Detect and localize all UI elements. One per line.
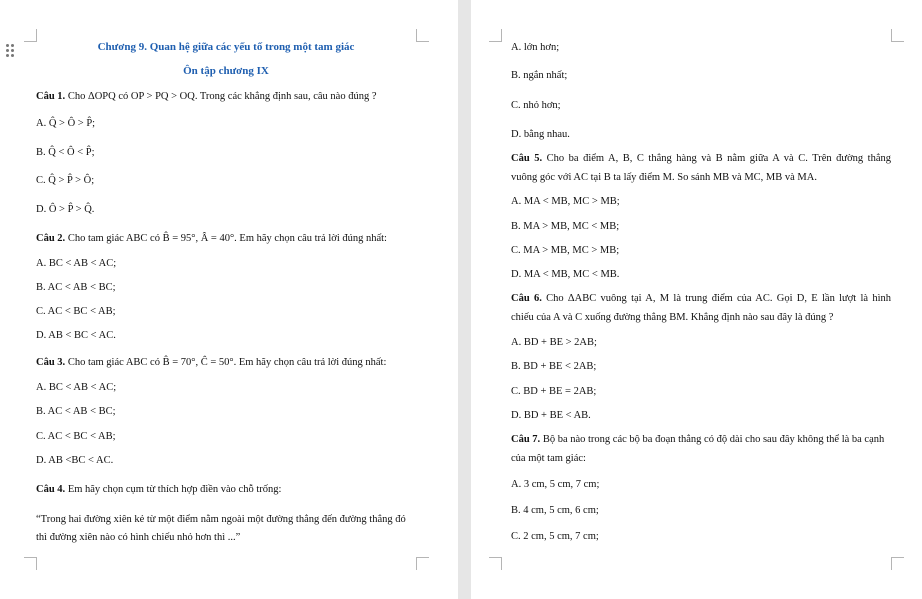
page-corner-mark — [489, 29, 502, 42]
answer-option: B. ngắn nhất; — [511, 70, 568, 81]
answer-option: C. 2 cm, 5 cm, 7 cm; — [511, 531, 599, 542]
question-text-continued: chiếu của A và C xuống đường thẳng BM. Khẳng định nào sau đây là đúng ? — [511, 312, 834, 323]
question-text: Cho ΔABC vuông tại A, M là trung điểm của AC. Gọi D, E lần lượt là hình — [546, 293, 892, 304]
question-text: Cho tam giác ABC có B̂ = 70°, Ĉ = 50°. Em hãy chọn câu trả lời đúng nhất: — [67, 357, 387, 368]
drag-handle-icon[interactable] — [6, 44, 14, 58]
answer-option: D. bằng nhau. — [511, 129, 570, 140]
answer-option: D. MA < MB, MC < MB. — [511, 269, 620, 280]
page-corner-mark — [416, 557, 429, 570]
question-text-continued: vuông góc với AC tại B ta lấy điểm M. So sánh MB và MC, MB và MA. — [511, 172, 817, 183]
question-text: Em hãy chọn cụm từ thích hợp điền vào chỗ trống: — [67, 484, 282, 495]
question-text: Cho tam giác ABC có B̂ = 95°, Â = 40°. Em hãy chọn câu trả lời đúng nhất: — [67, 233, 387, 244]
question-5 — [511, 152, 891, 165]
quote-line: “Trong hai đường xiên kẻ từ một điểm nằm ngoài một đường thẳng đến đường thẳng đó — [36, 514, 406, 525]
question-number: Câu 6. — [511, 293, 542, 304]
question-3 — [36, 356, 386, 369]
answer-option: B. AC < AB < BC; — [36, 406, 116, 417]
question-text: Cho ba điểm A, B, C thẳng hàng và B nằm giữa A và C. Trên đường thẳng — [546, 153, 891, 164]
question-text: Bộ ba nào trong các bộ ba đoạn thẳng có độ dài cho sau đây không thể là ba cạnh — [542, 434, 885, 445]
question-number: Câu 1. — [36, 91, 66, 102]
answer-option: C. Q̂ > P̂ > Ô; — [36, 175, 95, 186]
question-number: Câu 4. — [36, 484, 66, 495]
answer-option: D. AB <BC < AC. — [36, 455, 114, 466]
document-page-right — [471, 0, 922, 599]
answer-option: A. BD + BE > 2AB; — [511, 337, 597, 348]
answer-option: B. AC < AB < BC; — [36, 282, 116, 293]
answer-option: A. Q̂ > Ô > P̂; — [36, 118, 96, 129]
page-corner-mark — [416, 29, 429, 42]
answer-option: C. BD + BE = 2AB; — [511, 386, 597, 397]
question-2 — [36, 232, 387, 245]
page-corner-mark — [891, 29, 904, 42]
question-1 — [36, 90, 377, 103]
question-number: Câu 7. — [511, 434, 541, 445]
review-title: Ôn tập chương IX — [183, 65, 269, 77]
answer-option: B. Q̂ < Ô < P̂; — [36, 147, 95, 158]
answer-option: A. BC < AB < AC; — [36, 382, 117, 393]
answer-option: D. AB < BC < AC. — [36, 330, 116, 341]
answer-option: A. 3 cm, 5 cm, 7 cm; — [511, 479, 600, 490]
answer-option: A. lớn hơn; — [511, 42, 560, 53]
answer-option: B. 4 cm, 5 cm, 6 cm; — [511, 505, 599, 516]
question-6 — [511, 292, 891, 305]
document-page-left — [0, 0, 458, 599]
question-number: Câu 5. — [511, 153, 543, 164]
question-text: Cho ΔOPQ có OP > PQ > OQ. Trong các khẳng định sau, câu nào đúng ? — [67, 91, 377, 102]
page-corner-mark — [891, 557, 904, 570]
answer-option: C. MA > MB, MC > MB; — [511, 245, 620, 256]
answer-option: D. Ô > P̂ > Q̂. — [36, 204, 95, 215]
answer-option: C. nhỏ hơn; — [511, 100, 561, 111]
page-gap — [458, 0, 471, 599]
answer-option: B. BD + BE < 2AB; — [511, 361, 597, 372]
question-7 — [511, 433, 884, 446]
question-number: Câu 2. — [36, 233, 66, 244]
answer-option: C. AC < BC < AB; — [36, 306, 116, 317]
answer-option: C. AC < BC < AB; — [36, 431, 116, 442]
page-corner-mark — [24, 557, 37, 570]
question-4 — [36, 483, 281, 496]
page-corner-mark — [489, 557, 502, 570]
chapter-title: Chương 9. Quan hệ giữa các yếu tố trong một tam giác — [97, 41, 355, 53]
answer-option: D. BD + BE < AB. — [511, 410, 591, 421]
answer-option: A. BC < AB < AC; — [36, 258, 117, 269]
quote-line: thì đường xiên nào có hình chiếu nhỏ hơn thì ...” — [36, 532, 241, 543]
question-number: Câu 3. — [36, 357, 66, 368]
answer-option: B. MA > MB, MC < MB; — [511, 221, 620, 232]
question-text-continued: của một tam giác: — [511, 453, 586, 464]
answer-option: A. MA < MB, MC > MB; — [511, 196, 620, 207]
